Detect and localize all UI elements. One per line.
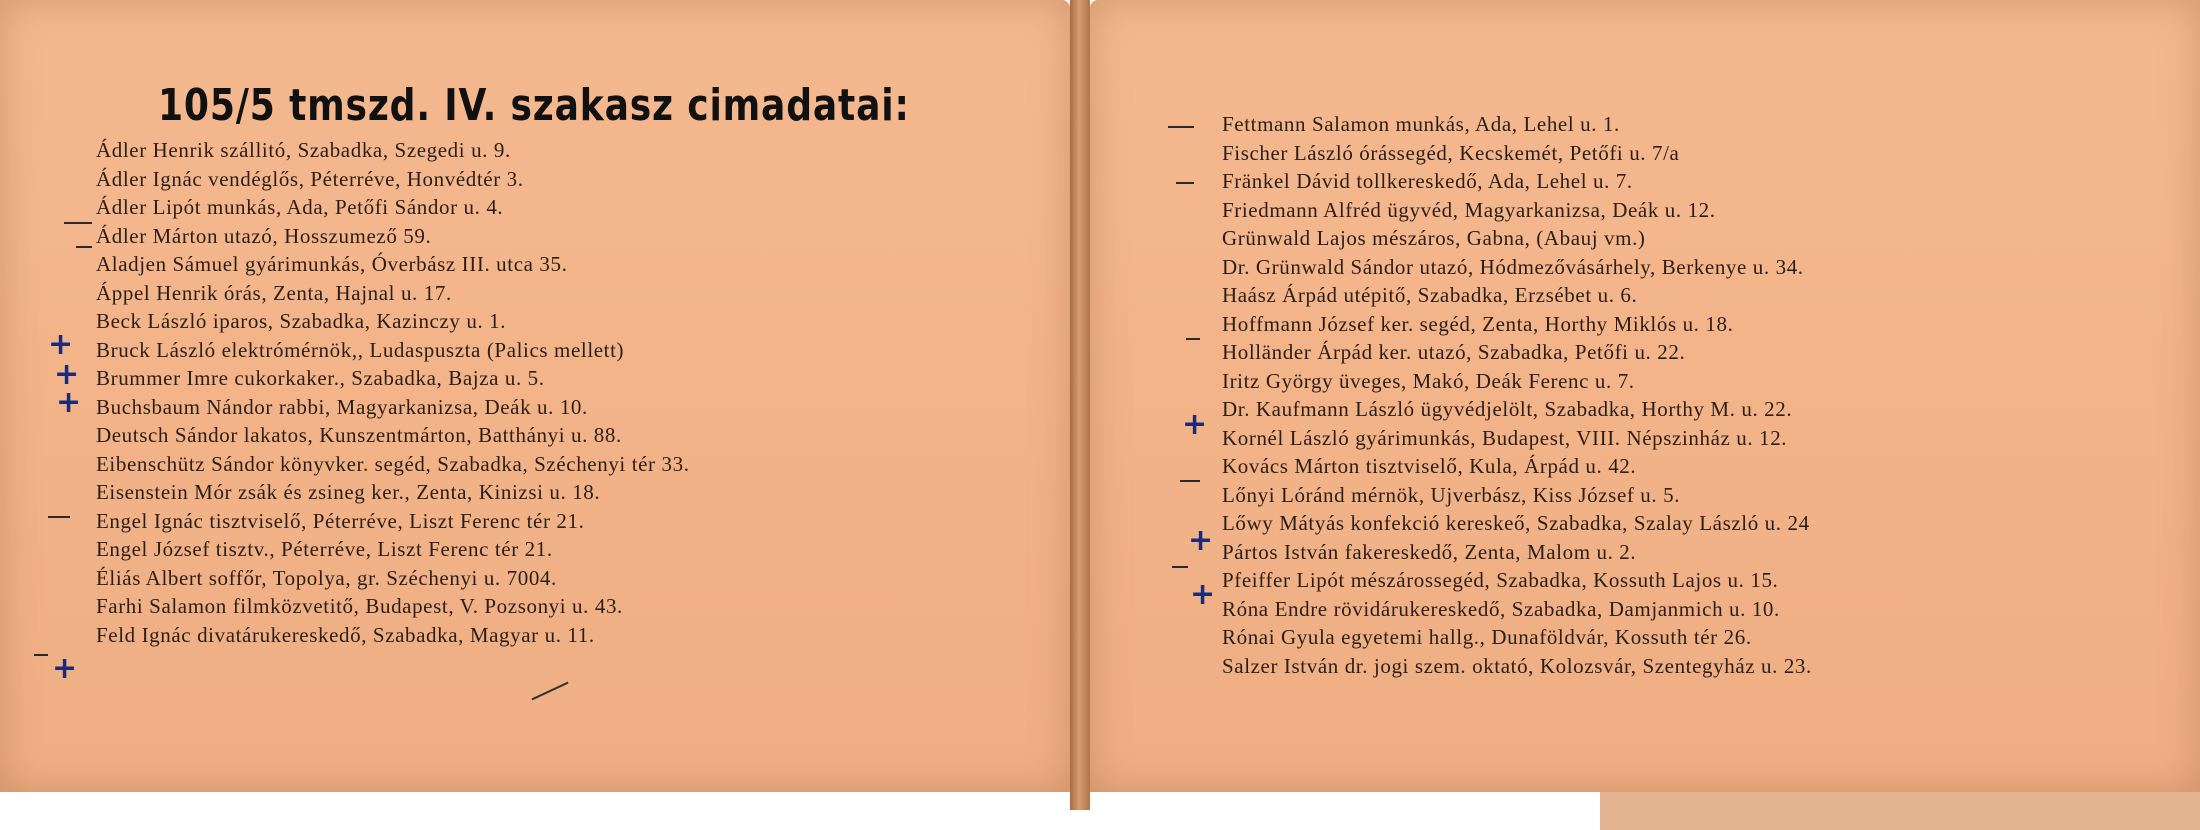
address-entry: Deutsch Sándor lakatos, Kunszentmárton, Batthányi u. 88. (96, 423, 622, 447)
address-entry: Lőnyi Lóránd mérnök, Ujverbász, Kiss József u. 5. (1222, 482, 1681, 507)
handwritten-cross-mark: + (52, 651, 78, 686)
handwritten-dash-mark (1180, 480, 1200, 482)
handwritten-dash-mark (1176, 182, 1194, 184)
address-entry: Dr. Kaufmann László ügyvédjelölt, Szabadka, Horthy M. u. 22. (1222, 397, 1793, 421)
handwritten-cross-mark: + (48, 327, 74, 362)
address-entry: Hoffmann József ker. segéd, Zenta, Horthy Miklós u. 18. (1222, 311, 1734, 336)
address-entry: Áppel Henrik órás, Zenta, Hajnal u. 17. (96, 280, 452, 305)
address-entry: Iritz György üveges, Makó, Deák Ferenc u. 7. (1222, 368, 1635, 393)
address-entry: Ádler Lipót munkás, Ada, Petőfi Sándor u. 4. (96, 195, 504, 219)
address-entry: Haász Árpád utépitő, Szabadka, Erzsébet u. 6. (1222, 283, 1638, 307)
address-entry: Aladjen Sámuel gyárimunkás, Óverbász III. utca 35. (96, 252, 568, 276)
page-title: 105/5 tmszd. IV. szakasz cimadatai: (158, 80, 910, 131)
address-entry: Grünwald Lajos mészáros, Gabna, (Abauj vm.) (1222, 226, 1646, 250)
address-entry: Fischer László órássegéd, Kecskemét, Petőfi u. 7/a (1222, 140, 1680, 165)
address-entry: Rónai Gyula egyetemi hallg., Dunaföldvár, Kossuth tér 26. (1222, 625, 1752, 649)
address-entry: Farhi Salamon filmközvetitő, Budapest, V. Pozsonyi u. 43. (96, 594, 623, 618)
handwritten-cross-mark: + (1188, 523, 1214, 558)
address-entry: Lőwy Mátyás konfekció kereskeő, Szabadka, Szalay László u. 24 (1222, 511, 1810, 535)
address-entry: Feld Ignác divatárukereskedő, Szabadka, Magyar u. 11. (96, 622, 595, 647)
address-entry: Engel József tisztv., Péterréve, Liszt Ferenc tér 21. (96, 537, 553, 561)
address-entry: Éliás Albert soffőr, Topolya, gr. Széchenyi u. 7004. (96, 565, 557, 590)
address-entry: Brummer Imre cukorkaker., Szabadka, Bajza u. 5. (96, 366, 545, 390)
address-entry: Dr. Grünwald Sándor utazó, Hódmezővásárhely, Berkenye u. 34. (1222, 254, 1804, 279)
handwritten-dash-mark (34, 654, 48, 656)
handwritten-cross-mark: + (56, 385, 82, 420)
address-entry: Pfeiffer Lipót mészárossegéd, Szabadka, Kossuth Lajos u. 15. (1222, 568, 1779, 592)
address-entry: Friedmann Alfréd ügyvéd, Magyarkanizsa, Deák u. 12. (1222, 197, 1716, 222)
address-entry: Kornél László gyárimunkás, Budapest, VIII. Népszinház u. 12. (1222, 425, 1788, 450)
handwritten-dash-mark (1168, 126, 1194, 128)
address-entry: Holländer Árpád ker. utazó, Szabadka, Petőfi u. 22. (1222, 340, 1686, 364)
address-entry: Ádler Henrik szállitó, Szabadka, Szegedi u. 9. (96, 138, 511, 162)
handwritten-cross-mark: + (1182, 407, 1208, 442)
address-entry: Ádler Márton utazó, Hosszumező 59. (96, 223, 432, 248)
address-entry: Beck László iparos, Szabadka, Kazinczy u. 1. (96, 309, 507, 333)
handwritten-dash-mark (48, 516, 70, 518)
page-underlay (1600, 792, 2200, 830)
address-entry: Buchsbaum Nándor rabbi, Magyarkanizsa, Deák u. 10. (96, 394, 588, 419)
handwritten-cross-mark: + (1190, 577, 1216, 612)
address-entry: Fettmann Salamon munkás, Ada, Lehel u. 1. (1222, 112, 1620, 136)
address-list-right (1222, 110, 2192, 680)
handwritten-dash-mark (76, 246, 92, 248)
address-entry: Eibenschütz Sándor könyvker. segéd, Szabadka, Széchenyi tér 33. (96, 451, 690, 476)
address-entry: Pártos István fakereskedő, Zenta, Malom u. 2. (1222, 539, 1637, 564)
handwritten-dash-mark (1172, 566, 1188, 568)
book-spine (1070, 0, 1090, 810)
address-entry: Ádler Ignác vendéglős, Péterréve, Honvédtér 3. (96, 166, 524, 191)
address-entry: Engel Ignác tisztviselő, Péterréve, Liszt Ferenc tér 21. (96, 508, 585, 533)
address-entry: Kovács Márton tisztviselő, Kula, Árpád u. 42. (1222, 454, 1637, 478)
handwritten-dash-mark (64, 222, 92, 224)
address-entry: Eisenstein Mór zsák és zsineg ker., Zenta, Kinizsi u. 18. (96, 480, 601, 504)
handwritten-dash-mark (1186, 338, 1200, 340)
handwritten-cross-mark: + (54, 357, 80, 392)
address-list-left (96, 136, 1066, 649)
address-entry: Bruck László elektrómérnök,, Ludaspuszta (Palics mellett) (96, 337, 625, 362)
address-entry: Salzer István dr. jogi szem. oktató, Kolozsvár, Szentegyház u. 23. (1222, 653, 1812, 678)
address-entry: Róna Endre rövidárukereskedő, Szabadka, Damjanmich u. 10. (1222, 596, 1780, 621)
address-entry: Fränkel Dávid tollkereskedő, Ada, Lehel u. 7. (1222, 169, 1633, 193)
